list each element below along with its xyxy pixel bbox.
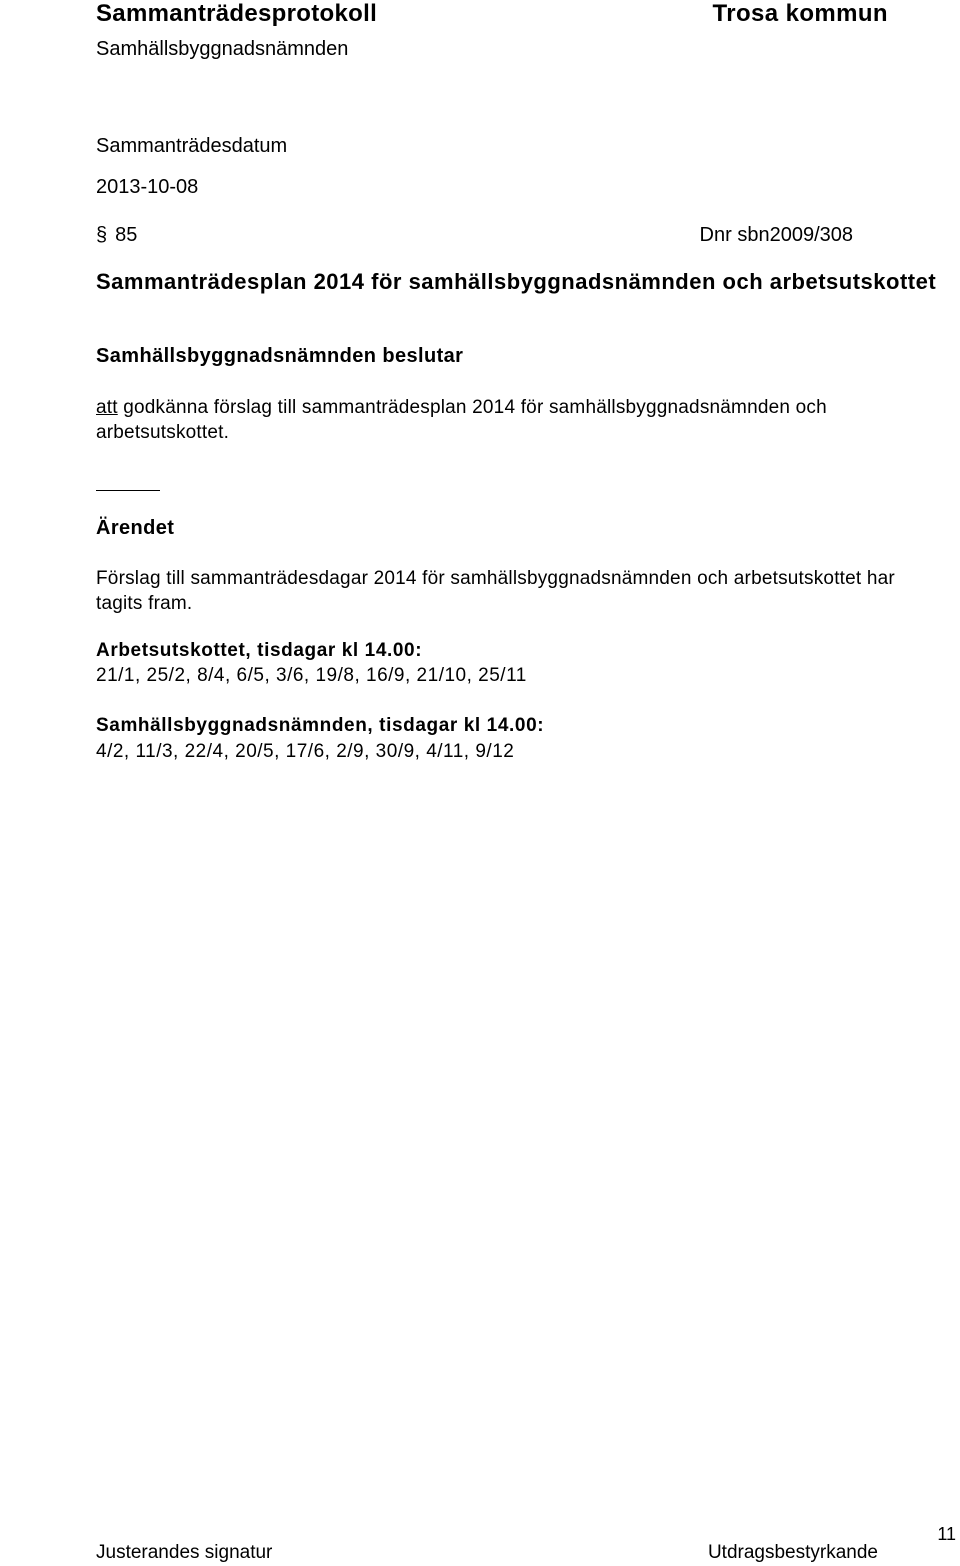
schedule-dates-board: 4/2, 11/3, 22/4, 20/5, 17/6, 2/9, 30/9, 4/11, 9/12	[96, 741, 515, 762]
section-divider	[96, 490, 160, 491]
footer-signature-label: Justerandes signatur	[96, 1542, 273, 1563]
schedule-heading-committee: Arbetsutskottet, tisdagar kl 14.00:	[96, 640, 423, 661]
meeting-date-label: Sammanträdesdatum	[96, 135, 288, 157]
section-sign: §	[96, 224, 108, 246]
schedule-heading-board: Samhällsbyggnadsnämnden, tisdagar kl 14.00:	[96, 715, 545, 736]
matter-text: Förslag till sammanträdesdagar 2014 för samhällsbyggnadsnämnden och arbetsutskottet har tagits fram.	[96, 568, 895, 614]
paragraph-number-row	[96, 224, 137, 247]
decision-body: godkänna förslag till sammanträdesplan 2014 för samhällsbyggnadsnämnden och arbetsutskottet.	[96, 397, 827, 443]
footer-certification-label: Utdragsbestyrkande	[707, 1542, 878, 1563]
decision-text	[96, 395, 946, 445]
meeting-date-value: 2013-10-08	[96, 176, 199, 198]
document-title: Sammanträdesprotokoll	[96, 0, 378, 27]
decision-heading: Samhällsbyggnadsnämnden beslutar	[96, 345, 464, 367]
organization-name: Trosa kommun	[712, 0, 888, 27]
schedule-dates-committee: 21/1, 25/2, 8/4, 6/5, 3/6, 19/8, 16/9, 21/10, 25/11	[96, 665, 527, 686]
decision-att: att	[96, 397, 118, 418]
diary-number: Dnr sbn2009/308	[699, 224, 853, 246]
paragraph-number: 85	[115, 224, 138, 246]
committee-name: Samhällsbyggnadsnämnden	[96, 38, 349, 60]
matter-heading: Ärendet	[96, 517, 175, 539]
item-title: Sammanträdesplan 2014 för samhällsbyggnadsnämnden och arbetsutskottet	[96, 269, 937, 294]
page-number: 11	[937, 1524, 956, 1544]
